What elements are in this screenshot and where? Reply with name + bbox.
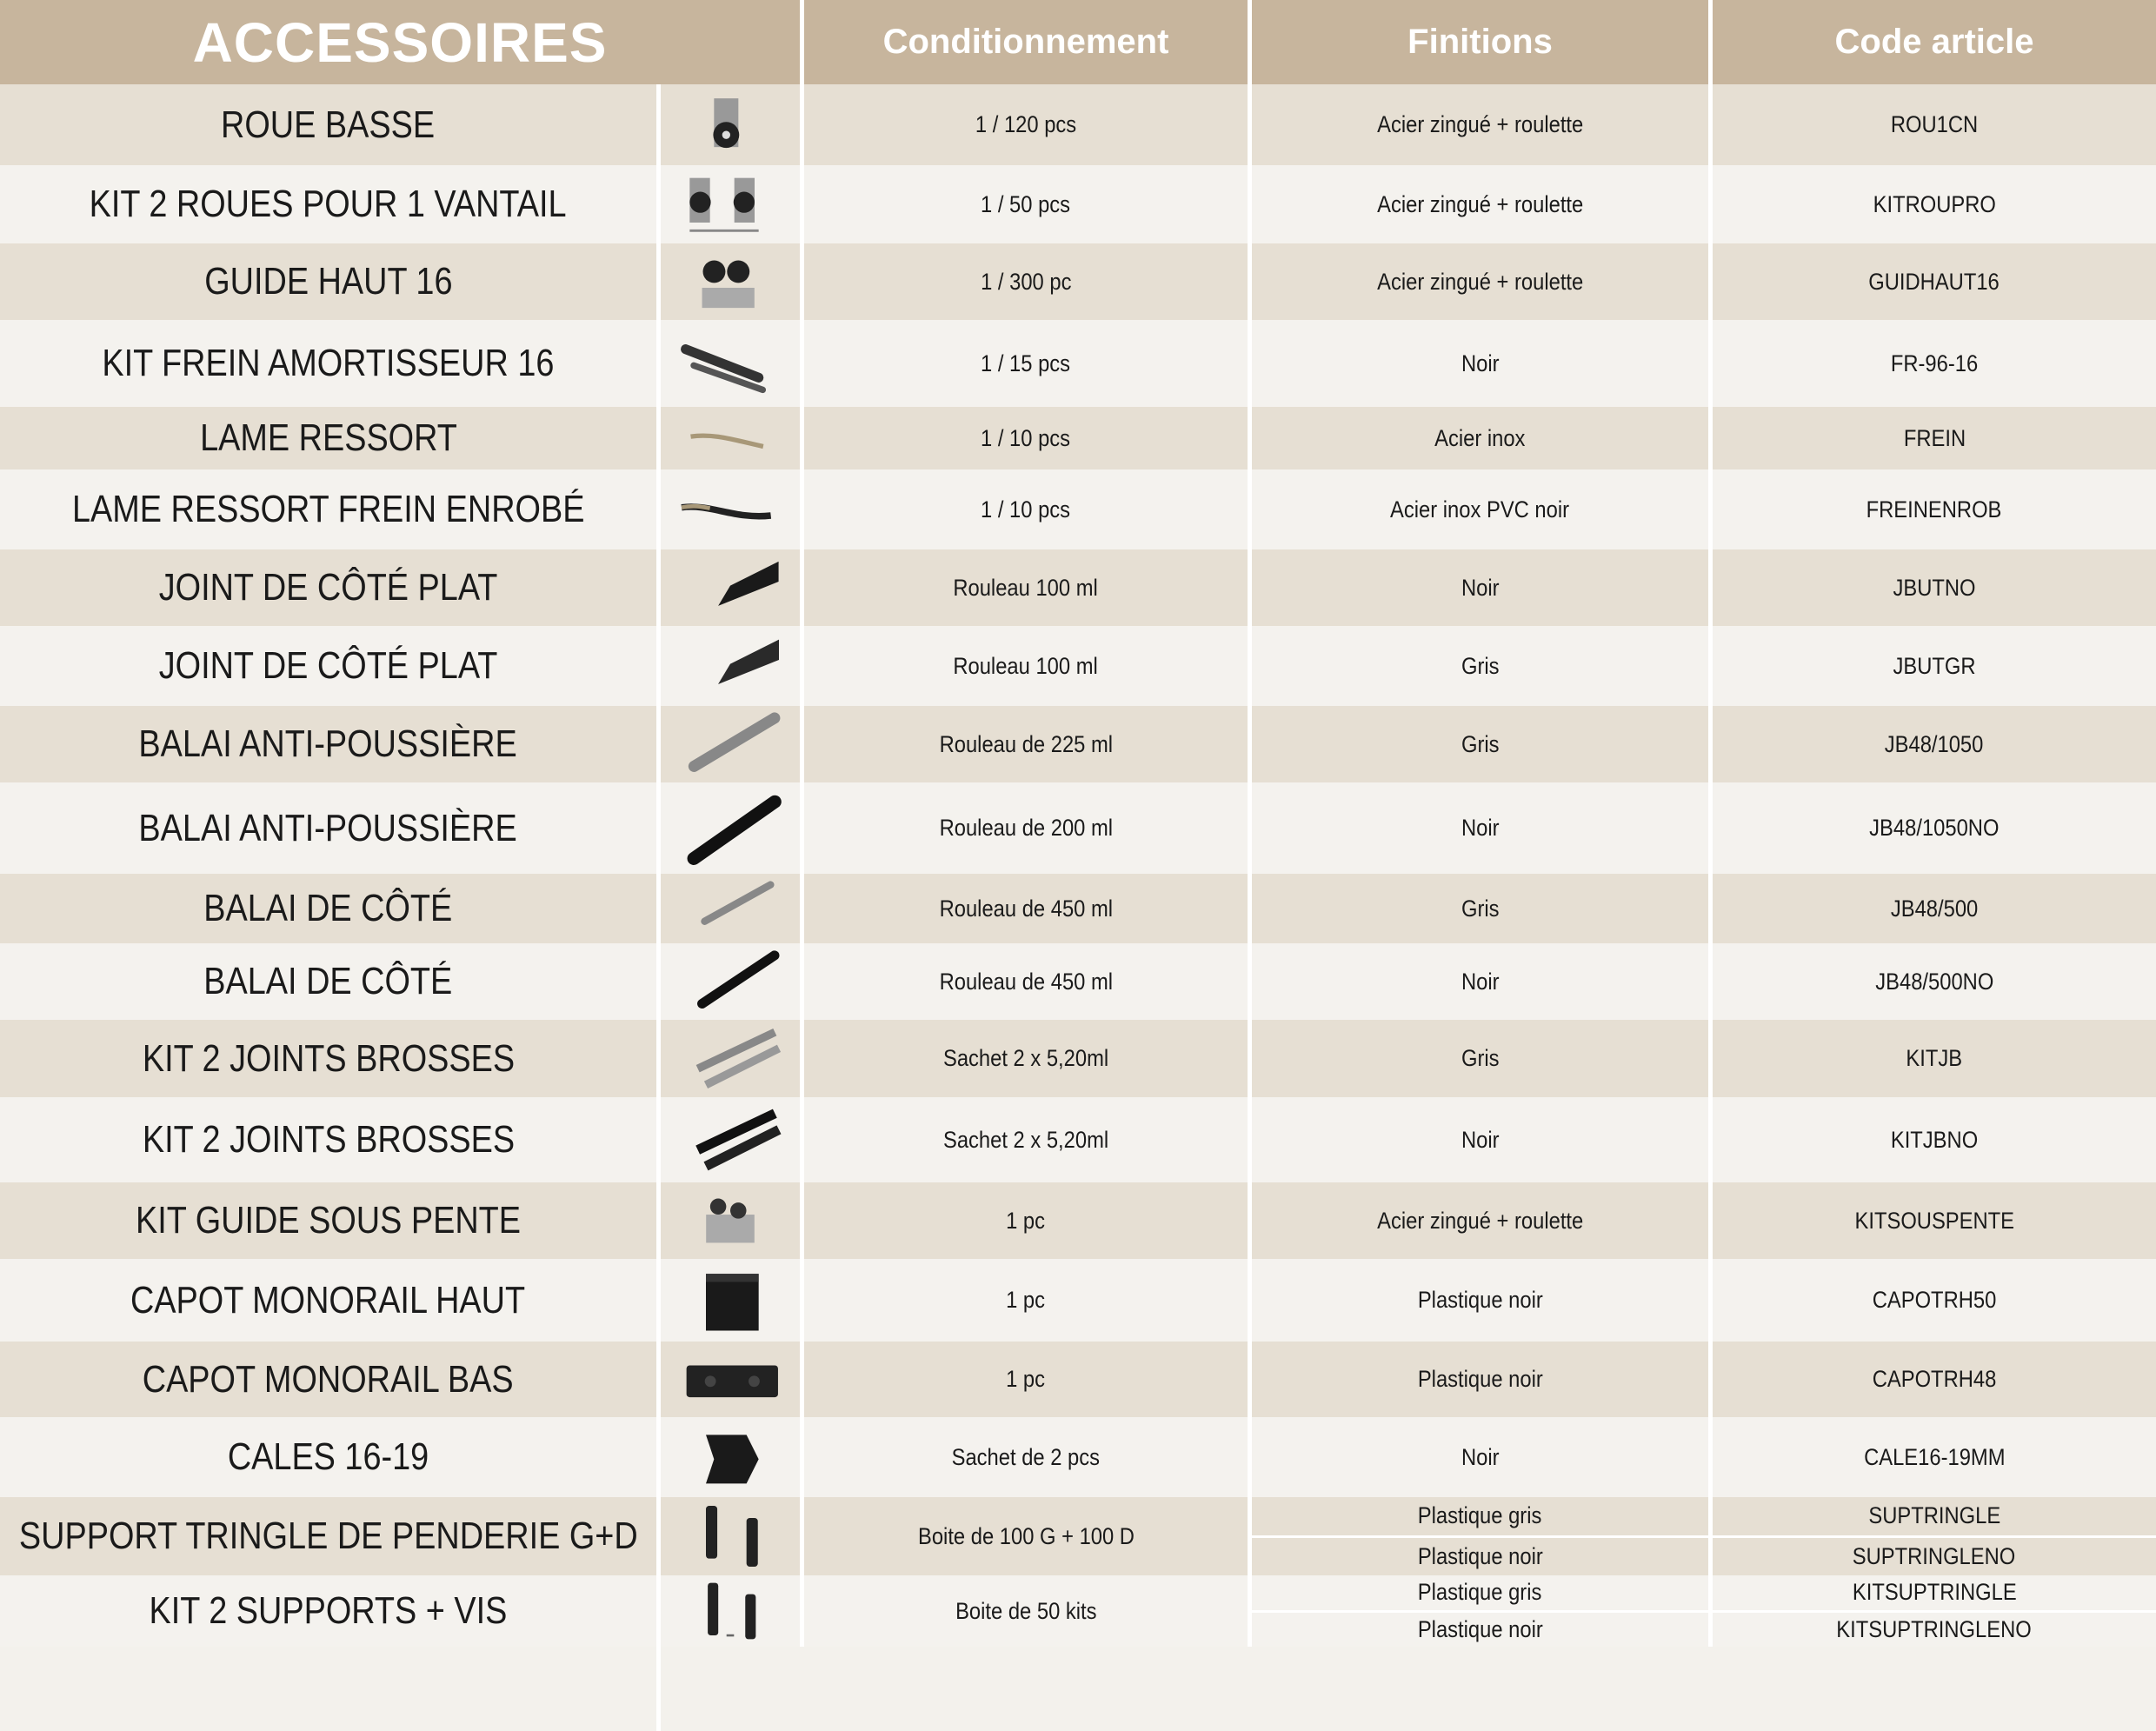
product-name	[0, 1497, 656, 1575]
product-name-text: LAME RESSORT	[199, 416, 457, 459]
packaging-cell-text: Boite de 100 G + 100 D	[917, 1522, 1135, 1549]
top-cover-icon	[661, 1259, 800, 1342]
product-name-text: BALAI ANTI-POUSSIÈRE	[138, 806, 518, 849]
product-name	[0, 469, 656, 549]
finish-cell-text: Acier inox PVC noir	[1390, 496, 1570, 523]
packaging-cell-text: 1 / 120 pcs	[975, 111, 1077, 137]
article-code-cell	[1713, 1020, 2156, 1097]
article-code-cell-text: KITSOUSPENTE	[1854, 1207, 2014, 1234]
table-row	[0, 1020, 2156, 1097]
finish-cell-text: Plastique gris	[1418, 1502, 1542, 1529]
article-code-cell-text: GUIDHAUT16	[1868, 268, 2000, 295]
finish-cell	[1252, 1497, 1708, 1575]
product-name	[0, 165, 656, 243]
table-row	[0, 549, 2156, 626]
table-row	[0, 243, 2156, 320]
product-name-text: KIT FREIN AMORTISSEUR 16	[102, 342, 555, 384]
packaging-cell	[804, 1342, 1248, 1417]
packaging-cell	[804, 1575, 1248, 1647]
product-name-text: BALAI DE CÔTÉ	[203, 960, 453, 1002]
finish-cell-text: Acier inox	[1434, 424, 1526, 451]
product-name-text: JOINT DE CÔTÉ PLAT	[158, 566, 498, 609]
product-name-text: KIT 2 JOINTS BROSSES	[142, 1036, 515, 1080]
article-code-cell	[1713, 1417, 2156, 1497]
finish-cell	[1252, 1575, 1708, 1647]
product-name	[0, 1259, 656, 1342]
article-code-cell-text: FREIN	[1903, 424, 1966, 451]
article-code-cell	[1713, 782, 2156, 874]
packaging-cell	[804, 874, 1248, 943]
packaging-cell-text: Rouleau 100 ml	[953, 574, 1099, 601]
finish-cell-text: Gris	[1461, 895, 1500, 922]
product-name	[0, 320, 656, 407]
table-row	[0, 943, 2156, 1020]
table-row	[0, 1097, 2156, 1182]
product-name	[0, 782, 656, 874]
article-code-cell	[1713, 626, 2156, 706]
finish-cell	[1252, 1417, 1708, 1497]
packaging-cell-text: Sachet 2 x 5,20ml	[942, 1126, 1109, 1153]
packaging-cell	[804, 320, 1248, 407]
finish-cell-text: Noir	[1461, 815, 1500, 841]
table-row	[0, 1259, 2156, 1342]
product-name	[0, 407, 656, 469]
packaging-cell-text: Rouleau de 225 ml	[939, 730, 1113, 757]
finish-cell-text: Noir	[1461, 1126, 1500, 1153]
finish-cell-text: Noir	[1461, 350, 1500, 376]
shim-icon	[661, 1417, 800, 1497]
packaging-cell	[804, 407, 1248, 469]
article-code-cell-text: KITSUPTRINGLE	[1852, 1579, 2017, 1606]
finish-cell	[1252, 1182, 1708, 1259]
brush-black-icon	[661, 782, 800, 874]
product-name-text: CALES 16-19	[227, 1435, 429, 1478]
product-name-text: BALAI DE CÔTÉ	[203, 887, 453, 929]
article-code-cell-text: KITJB	[1906, 1045, 1963, 1071]
packaging-cell	[804, 469, 1248, 549]
side-brush-black-icon	[661, 943, 800, 1020]
table-title: ACCESSOIRES	[192, 10, 608, 74]
damper-icon	[661, 320, 800, 407]
product-name	[0, 1575, 656, 1647]
table-row	[0, 320, 2156, 407]
column-divider	[1248, 0, 1252, 1647]
article-code-cell	[1713, 1259, 2156, 1342]
spring-blade-icon	[661, 407, 800, 469]
packaging-cell	[804, 165, 1248, 243]
packaging-cell-text: 1 / 10 pcs	[981, 424, 1071, 451]
column-divider	[800, 0, 804, 1647]
coated-spring-icon	[661, 469, 800, 549]
article-code-cell-text: ROU1CN	[1890, 111, 1979, 137]
product-name	[0, 706, 656, 782]
product-name-text: KIT GUIDE SOUS PENTE	[136, 1199, 521, 1242]
product-name-text: GUIDE HAUT 16	[203, 260, 453, 303]
packaging-cell	[804, 1182, 1248, 1259]
finish-cell	[1252, 1097, 1708, 1182]
article-code-cell	[1713, 874, 2156, 943]
packaging-cell	[804, 243, 1248, 320]
packaging-cell-text: Rouleau de 450 ml	[939, 968, 1113, 995]
packaging-cell-text: 1 / 15 pcs	[981, 350, 1071, 376]
article-code-cell	[1713, 469, 2156, 549]
product-name	[0, 943, 656, 1020]
finish-cell	[1252, 1342, 1708, 1417]
packaging-cell-text: 1 pc	[1006, 1287, 1046, 1313]
brush-pair-grey-icon	[661, 1020, 800, 1097]
finish-cell	[1252, 469, 1708, 549]
finish-cell	[1252, 706, 1708, 782]
article-code-cell	[1713, 243, 2156, 320]
product-name	[0, 1097, 656, 1182]
column-divider	[656, 84, 661, 1731]
article-code-cell	[1713, 706, 2156, 782]
article-code-cell-text: JB48/1050	[1885, 730, 1984, 757]
packaging-cell-text: 1 pc	[1006, 1366, 1046, 1392]
article-code-cell	[1713, 407, 2156, 469]
packaging-cell-text: 1 pc	[1006, 1207, 1046, 1234]
packaging-cell	[804, 84, 1248, 165]
packaging-cell-text: Rouleau de 450 ml	[939, 895, 1113, 922]
finish-cell	[1252, 782, 1708, 874]
product-name	[0, 1182, 656, 1259]
packaging-cell-text: Sachet de 2 pcs	[951, 1443, 1101, 1470]
flat-seal-black-icon	[661, 549, 800, 626]
product-name-text: ROUE BASSE	[221, 103, 436, 146]
article-code-cell-text: JBUTNO	[1893, 574, 1976, 601]
article-code-cell-text: FREINENROB	[1867, 496, 2002, 523]
rail-support-icon	[661, 1497, 800, 1575]
packaging-cell	[804, 1020, 1248, 1097]
article-code-cell-text: KITJBNO	[1890, 1126, 1979, 1153]
product-name	[0, 1417, 656, 1497]
finish-cell-text: Gris	[1461, 730, 1500, 757]
article-code-cell	[1713, 549, 2156, 626]
product-name-text: JOINT DE CÔTÉ PLAT	[158, 644, 498, 687]
table-row	[0, 84, 2156, 165]
product-name	[0, 874, 656, 943]
packaging-cell-text: 1 / 50 pcs	[981, 190, 1071, 217]
product-name	[0, 84, 656, 165]
side-brush-grey-icon	[661, 874, 800, 943]
packaging-cell	[804, 1097, 1248, 1182]
packaging-cell-text: Boite de 50 kits	[955, 1597, 1097, 1624]
article-code-cell-text: CAPOTRH50	[1872, 1287, 1997, 1313]
article-code-cell-text: KITSUPTRINGLENO	[1836, 1615, 2033, 1642]
packaging-cell-text: Rouleau 100 ml	[953, 652, 1099, 679]
table-row	[0, 1575, 2156, 1647]
finish-cell	[1252, 1020, 1708, 1097]
table-row	[0, 469, 2156, 549]
finish-cell-text: Acier zingué + roulette	[1376, 1207, 1584, 1234]
finish-cell-text: Plastique noir	[1417, 1615, 1543, 1642]
product-name	[0, 243, 656, 320]
table-row	[0, 165, 2156, 243]
flat-seal-grey-icon	[661, 626, 800, 706]
article-code-cell-text: FR-96-16	[1890, 350, 1979, 376]
article-code-cell-text: JB48/500NO	[1874, 968, 1994, 995]
article-code-cell	[1713, 1097, 2156, 1182]
finish-cell	[1252, 243, 1708, 320]
table-header	[0, 0, 2156, 84]
product-name-text: KIT 2 SUPPORTS + VIS	[149, 1589, 508, 1632]
product-name-text: KIT 2 ROUES POUR 1 VANTAIL	[90, 183, 567, 225]
top-guide-icon	[661, 243, 800, 320]
article-code-cell-text: JBUTGR	[1893, 652, 1976, 679]
article-code-cell	[1713, 1497, 2156, 1575]
finish-cell-text: Acier zingué + roulette	[1376, 268, 1584, 295]
finish-cell	[1252, 549, 1708, 626]
finish-cell	[1252, 165, 1708, 243]
finish-cell	[1252, 626, 1708, 706]
article-code-cell	[1713, 1575, 2156, 1647]
article-code-cell	[1713, 943, 2156, 1020]
table-row	[0, 1342, 2156, 1417]
packaging-cell	[804, 549, 1248, 626]
article-code-cell	[1713, 1342, 2156, 1417]
product-name	[0, 626, 656, 706]
table-row	[0, 706, 2156, 782]
packaging-cell	[804, 782, 1248, 874]
finish-cell-text: Noir	[1461, 1443, 1500, 1470]
brush-pair-black-icon	[661, 1097, 800, 1182]
bottom-cover-icon	[661, 1342, 800, 1417]
table-row	[0, 407, 2156, 469]
finish-cell-text: Plastique noir	[1417, 1542, 1543, 1569]
finish-cell	[1252, 874, 1708, 943]
finish-cell-text: Gris	[1461, 652, 1500, 679]
finish-cell	[1252, 943, 1708, 1020]
article-code-cell-text: CALE16-19MM	[1863, 1443, 2006, 1470]
header-finitions: Finitions	[1407, 23, 1553, 61]
table-row	[0, 1182, 2156, 1259]
finish-cell-text: Noir	[1461, 968, 1500, 995]
table-row	[0, 1417, 2156, 1497]
article-code-cell-text: CAPOTRH48	[1872, 1366, 1997, 1392]
table-row	[0, 874, 2156, 943]
finish-cell-text: Gris	[1461, 1045, 1500, 1071]
product-name-text: CAPOT MONORAIL HAUT	[130, 1278, 526, 1322]
article-code-cell-text: SUPTRINGLENO	[1853, 1542, 2016, 1569]
packaging-cell	[804, 1417, 1248, 1497]
article-code-cell-text: JB48/500	[1890, 895, 1979, 922]
table-row	[0, 626, 2156, 706]
finish-cell-text: Noir	[1461, 574, 1500, 601]
article-code-cell-text: JB48/1050NO	[1869, 815, 2000, 841]
finish-cell-text: Acier zingué + roulette	[1376, 190, 1584, 217]
packaging-cell	[804, 943, 1248, 1020]
header-code-article: Code article	[1834, 23, 2034, 61]
article-code-cell	[1713, 320, 2156, 407]
article-code-cell	[1713, 165, 2156, 243]
product-name-text: BALAI ANTI-POUSSIÈRE	[138, 722, 518, 765]
wheel-icon	[661, 84, 800, 165]
slope-guide-icon	[661, 1182, 800, 1259]
packaging-cell	[804, 1259, 1248, 1342]
finish-cell-text: Plastique gris	[1418, 1579, 1542, 1606]
product-name-text: KIT 2 JOINTS BROSSES	[142, 1118, 515, 1161]
column-divider	[1708, 0, 1713, 1647]
packaging-cell-text: Rouleau de 200 ml	[939, 815, 1113, 841]
product-name	[0, 1020, 656, 1097]
support-kit-icon	[661, 1575, 800, 1647]
packaging-cell	[804, 706, 1248, 782]
table-row	[0, 782, 2156, 874]
finish-cell-text: Plastique noir	[1417, 1287, 1543, 1313]
product-name	[0, 1342, 656, 1417]
header-conditionnement: Conditionnement	[882, 23, 1169, 61]
wheel-kit-icon	[661, 165, 800, 243]
packaging-cell	[804, 626, 1248, 706]
packaging-cell-text: Sachet 2 x 5,20ml	[942, 1045, 1109, 1071]
product-name-text: SUPPORT TRINGLE DE PENDERIE G+D	[18, 1515, 638, 1557]
packaging-cell-text: 1 / 10 pcs	[981, 496, 1071, 523]
product-name	[0, 549, 656, 626]
finish-cell-text: Acier zingué + roulette	[1376, 111, 1584, 137]
finish-cell-text: Plastique noir	[1417, 1366, 1543, 1392]
article-code-cell-text: KITROUPRO	[1873, 190, 1996, 217]
finish-cell	[1252, 1259, 1708, 1342]
finish-cell	[1252, 407, 1708, 469]
product-name-text: LAME RESSORT FREIN ENROBÉ	[71, 488, 585, 530]
table-row	[0, 1497, 2156, 1575]
article-code-cell-text: SUPTRINGLE	[1868, 1502, 2000, 1529]
article-code-cell	[1713, 1182, 2156, 1259]
packaging-cell-text: 1 / 300 pc	[980, 268, 1072, 295]
brush-grey-icon	[661, 706, 800, 782]
finish-cell	[1252, 320, 1708, 407]
packaging-cell	[804, 1497, 1248, 1575]
product-name-text: CAPOT MONORAIL BAS	[143, 1357, 514, 1401]
finish-cell	[1252, 84, 1708, 165]
article-code-cell	[1713, 84, 2156, 165]
